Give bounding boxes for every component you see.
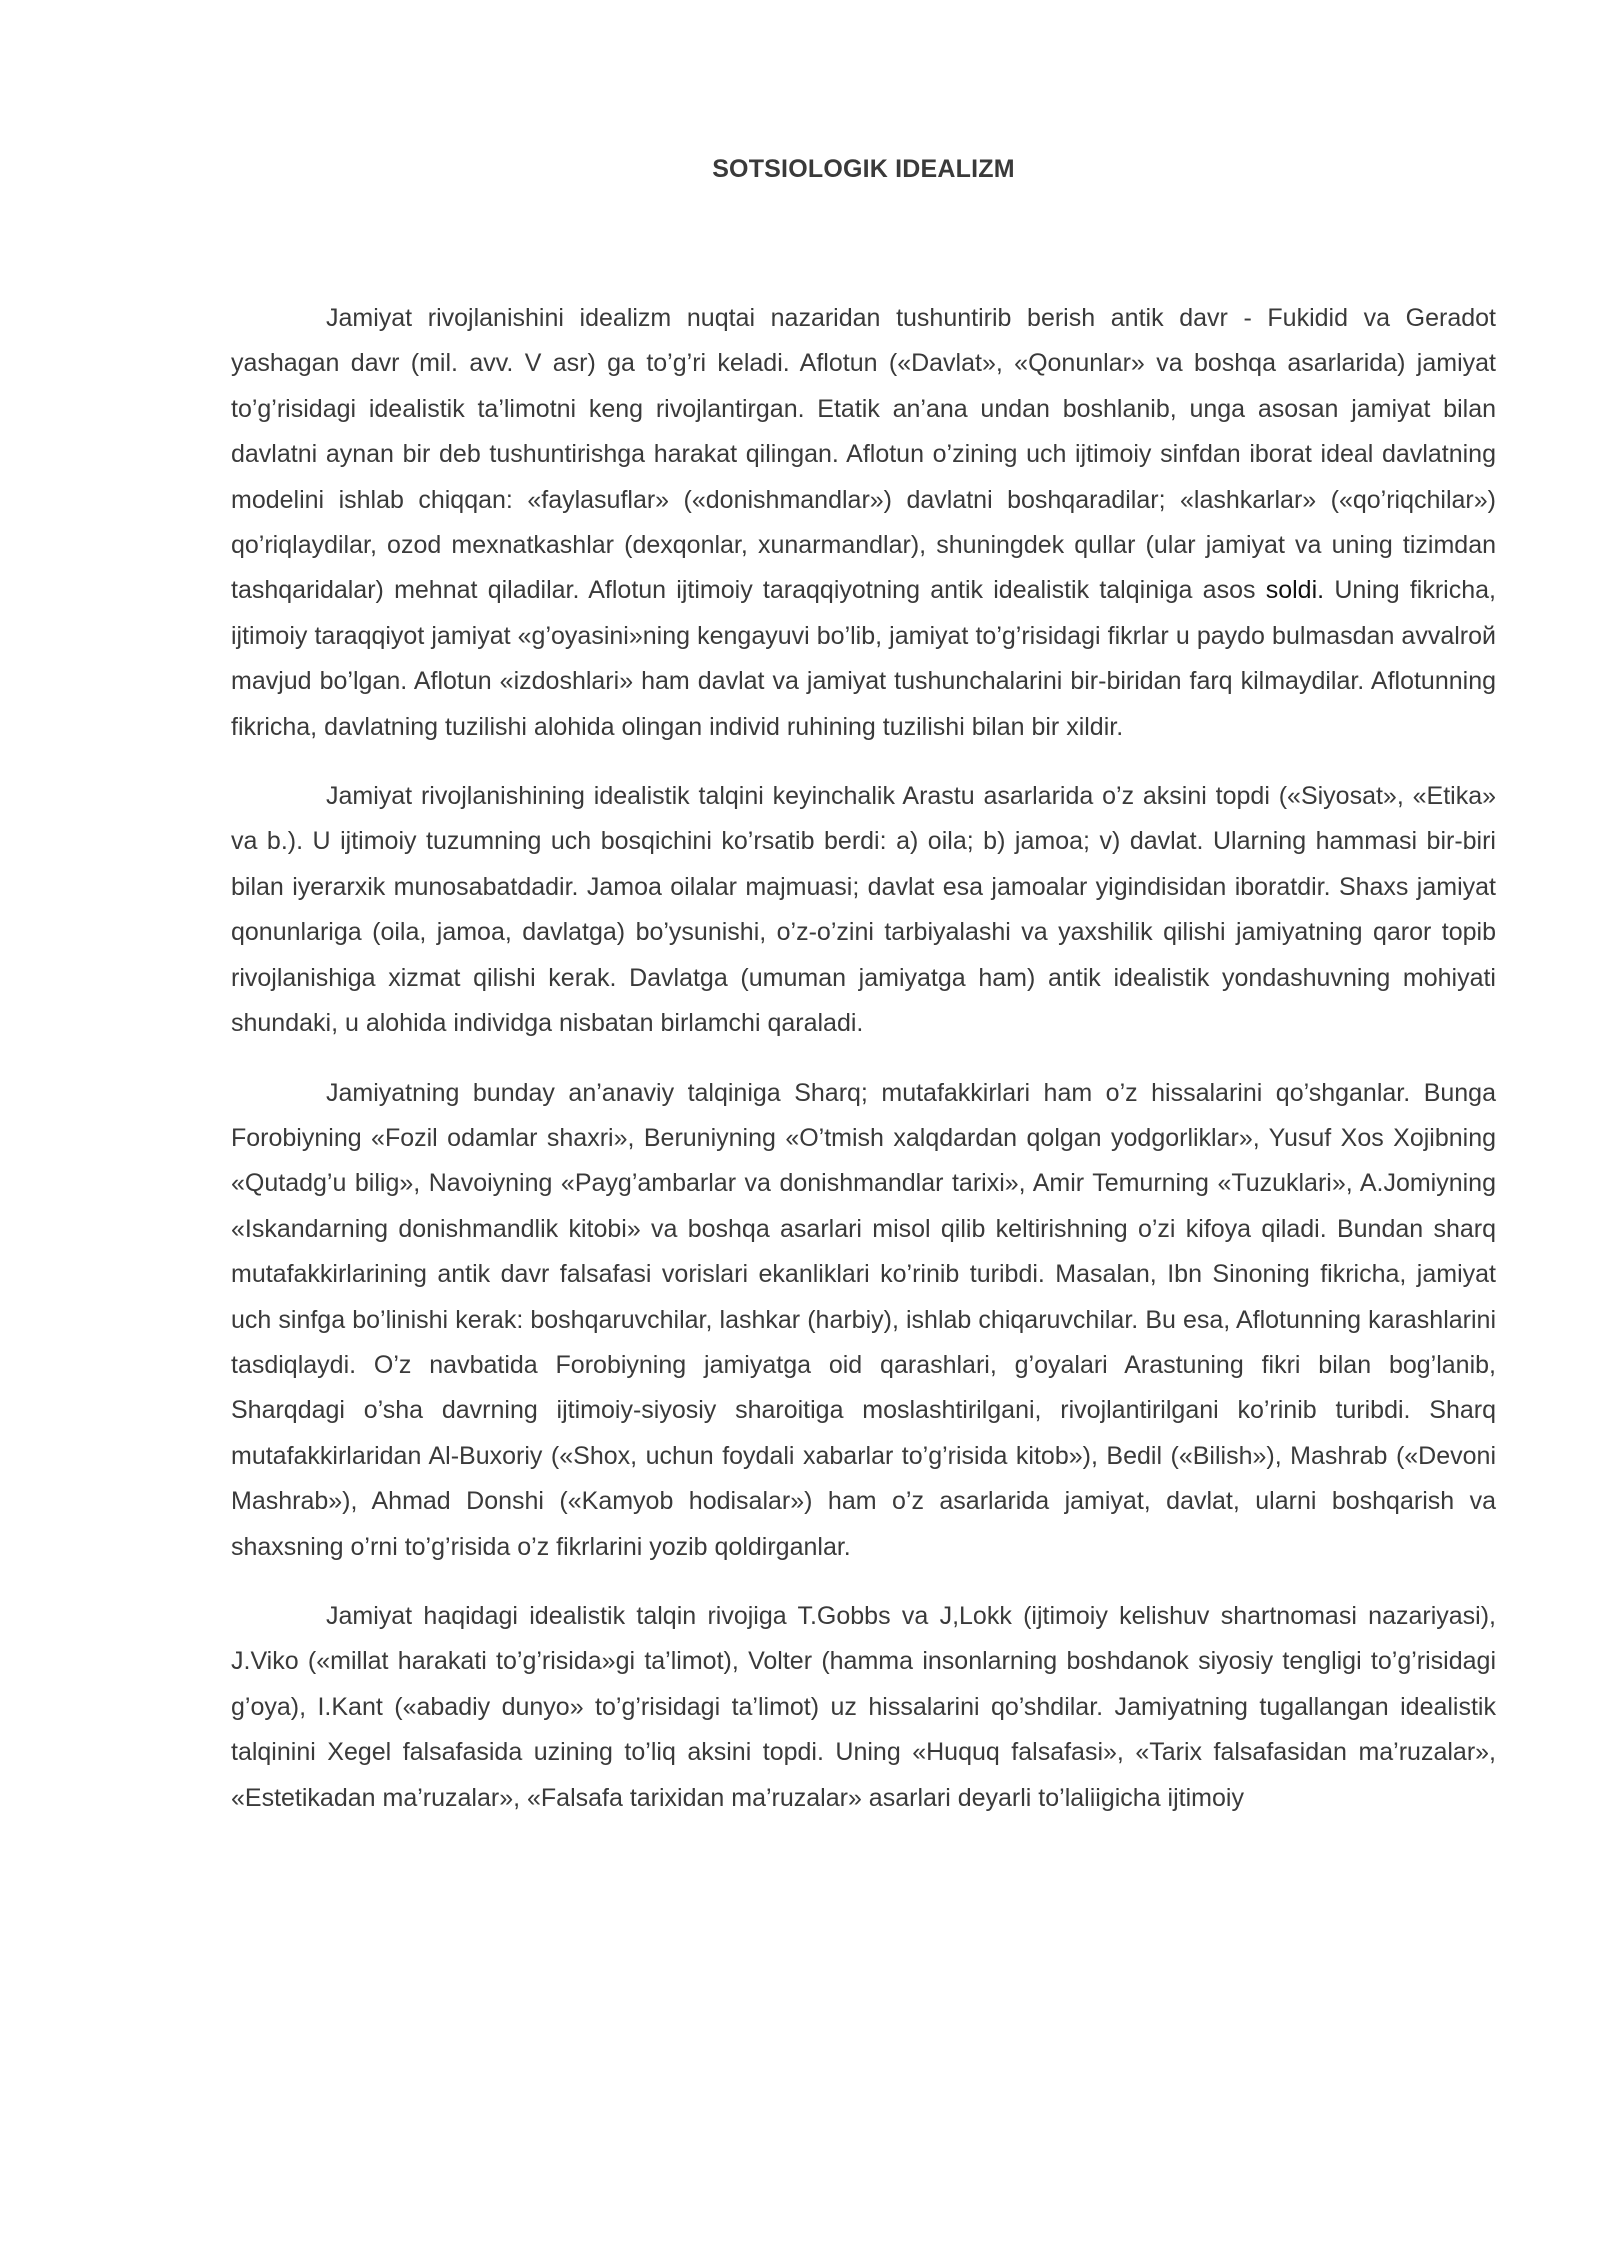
- paragraph-1-highlight: soldi.: [1255, 576, 1325, 605]
- paragraph-4: Jamiyat haqidagi idealistik talqin rivojiga T.Gobbs va J,Lokk (ijtimoiy kelishuv shartnomasi nazariyasi), J.Viko («millat harakati to’g’risida»gi ta’limot), Volter (hamma insonlarning boshdanok siyosiy tengligi to’g’risidagi g’oya), I.Kant («abadiy dunyo» to’g’risidagi ta’limot) uz hissalarini qo’shdilar. Jamiyatning tugallangan idealistik talqinini Xegel falsafasida uzining to’liq aksini topdi. Uning «Huquq falsafasi», «Tarix falsafasidan ma’ruzalar», «Estetikadan ma’ruzalar», «Falsafa tarixidan ma’ruzalar» asarlari deyarli to’laliigicha ijtimoiy: [231, 1601, 1496, 1812]
- paragraph-1: [231, 296, 1496, 750]
- paragraph-1-text-a: Jamiyat rivojlanishini idealizm nuqtai nazaridan tushuntirib berish antik davr - Fukidid va Geradot yashagan davr (mil. avv. V asr) ga to’g’ri keladi. Aflotun («Davlat», «Qonunlar» va boshqa asarlarida) jamiyat to’g’risidagi idealistik ta’limotni keng rivojlantirgan. Etatik an’ana undan boshlanib, unga asosan jamiyat bilan davlatni aynan bir deb tushuntirishga harakat qilingan. Aflotun o’zining uch ijtimoiy sinfdan iborat ideal davlatning modelini ishlab chiqqan: «faylasuflar» («donishmandlar») davlatni boshqaradilar; «lashkarlar» («qo’riqchilar») qo’riqlaydilar, ozod mexnatkashlar (dexqonlar, xunarmandlar), shuningdek qullar (ular jamiyat va uning tizimdan tashqaridalar) mehnat qiladilar. Aflotun ijtimoiy taraqqiyotning antik idealistik talqiniga asos: [231, 304, 1496, 605]
- document-body: [231, 296, 1496, 1845]
- document-title: SOTSIOLOGIK IDEALIZM: [712, 155, 1015, 183]
- paragraph-2: Jamiyat rivojlanishining idealistik talqini keyinchalik Arastu asarlarida o’z aksini topdi («Siyosat», «Etika» va b.). U ijtimoiy tuzumning uch bosqichini ko’rsatib berdi: a) oila; b) jamoa; v) davlat. Ularning hammasi bir-biri bilan iyerarxik munosabatdadir. Jamoa oilalar majmuasi; davlat esa jamoalar yigindisidan iboratdir. Shaxs jamiyat qonunlariga (oila, jamoa, davlatga) bo’ysunishi, o’z-o’zini tarbiyalashi va yaxshilik qilishi jamiyatning qaror topib rivojlanishiga xizmat qilishi kerak. Davlatga (umuman jamiyatga ham) antik idealistik yondashuvning mohiyati shundaki, u alohida individga nisbatan birlamchi qaraladi.: [231, 782, 1496, 1038]
- paragraph-3: Jamiyatning bunday an’anaviy talqiniga Sharq; mutafakkirlari ham o’z hissalarini qo’shganlar. Bunga Forobiyning «Fozil odamlar shaxri», Beruniyning «O’tmish xalqdardan qolgan yodgorliklar», Yusuf Xos Xojibning «Qutadg’u bilig», Navoiyning «Payg’ambarlar va donishmandlar tarixi», Amir Temurning «Tuzuklari», A.Jomiyning «Iskandarning donishmandlik kitobi» va boshqa asarlari misol qilib keltirishning o’zi kifoya qiladi. Bundan sharq mutafakkirlarining antik davr falsafasi vorislari ekanliklari ko’rinib turibdi. Masalan, Ibn Sinoning fikricha, jamiyat uch sinfga bo’linishi kerak: boshqaruvchilar, lashkar (harbiy), ishlab chiqaruvchilar. Bu esa, Aflotunning karashlarini tasdiqlaydi. O’z navbatida Forobiyning jamiyatga oid qarashlari, g’oyalari Arastuning fikri bilan bog’lanib, Sharqdagi o’sha davrning ijtimoiy-siyosiy sharoitiga moslashtirilgani, rivojlantirilgani ko’rinib turibdi. Sharq mutafakkirlaridan Al-Buxoriy («Shox, uchun foydali xabarlar to’g’risida kitob»), Bedil («Bilish»), Mashrab («Devoni Mashrab»), Ahmad Donshi («Kamyob hodisalar») ham o’z asarlarida jamiyat, davlat, ularni boshqarish va shaxsning o’rni to’g’risida o’z fikrlarini yozib qoldirganlar.: [231, 1078, 1496, 1561]
- paragraph-1-text-b: Uning fikricha, ijtimoiy taraqqiyot jamiyat «g’oyasini»ning kengayuvi bo’lib, jamiyat to’g’risidagi fikrlar u paydo bulmasdan avvalroй mavjud bo’lgan. Aflotun «izdoshlari» ham davlat va jamiyat tushunchalarini bir-biridan farq kilmaydilar. Aflotunning fikricha, davlatning tuzilishi alohida olingan individ ruhining tuzilishi bilan bir xildir.: [231, 576, 1496, 741]
